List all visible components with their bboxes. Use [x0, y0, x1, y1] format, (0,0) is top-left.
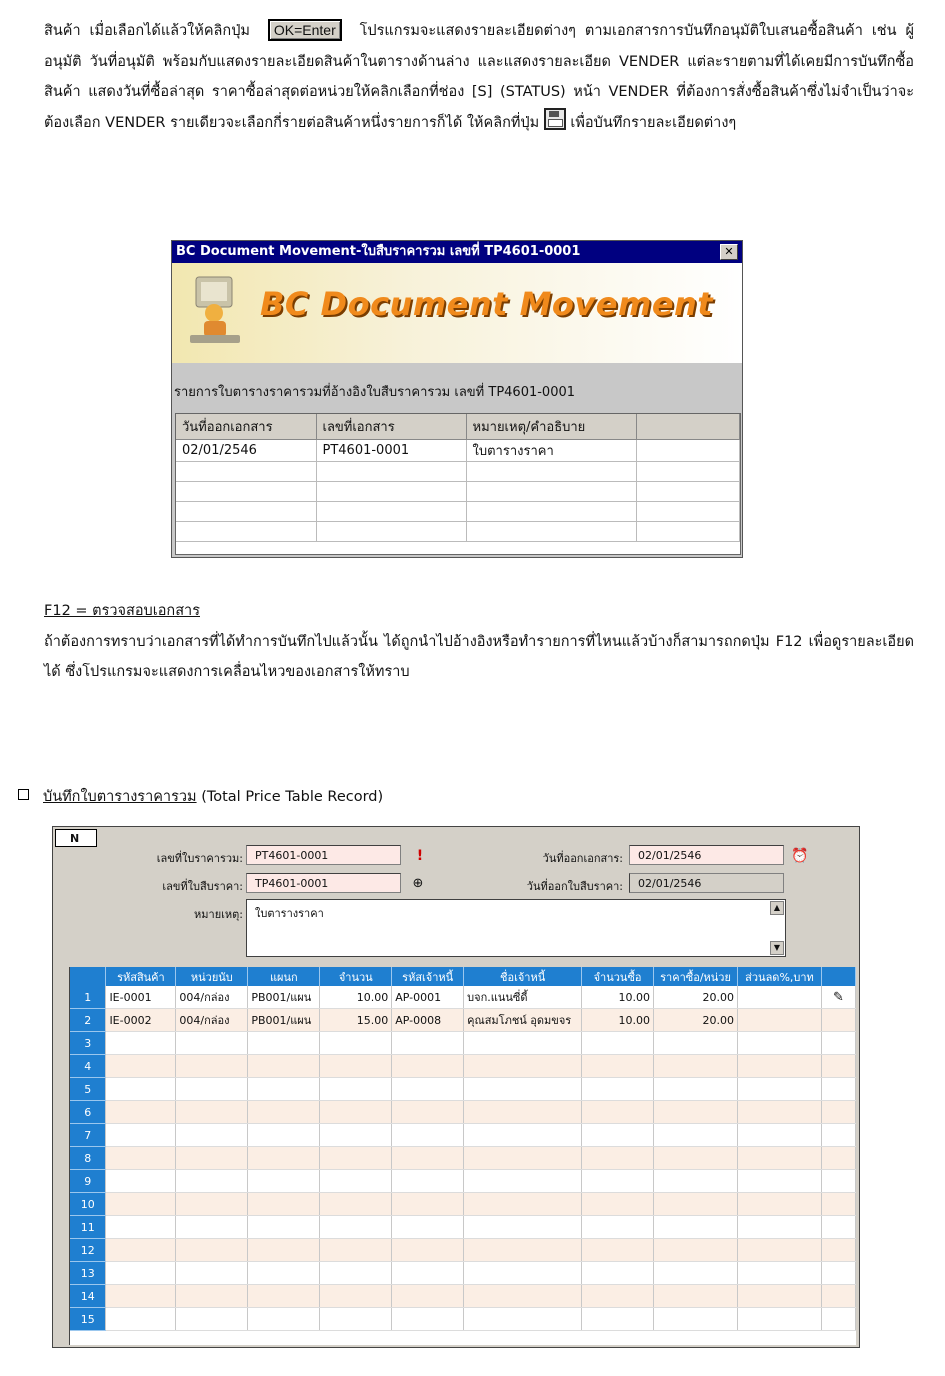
- mode-indicator: N: [55, 829, 97, 847]
- banner-text: BC Document Movement: [260, 285, 714, 323]
- dialog-title: BC Document Movement-ใบสืบราคารวม เลขที่ TP4601-0001: [176, 244, 581, 259]
- cell-doc-date: 02/01/2546: [176, 440, 316, 462]
- table-row[interactable]: [70, 1170, 856, 1193]
- lookup-search-icon[interactable]: ⊕: [412, 876, 424, 891]
- grid-cell[interactable]: [464, 1101, 582, 1124]
- grid-cell[interactable]: [248, 1078, 320, 1101]
- f12-section: [44, 596, 914, 688]
- grid-cell[interactable]: [176, 1262, 248, 1285]
- grid-cell[interactable]: [106, 1239, 176, 1262]
- remark-label: หมายเหตุ:: [194, 908, 243, 921]
- col-unit-price[interactable]: ราคาซื้อ/หน่วย: [654, 967, 738, 986]
- grid-cell[interactable]: [582, 1285, 654, 1308]
- remark-textarea[interactable]: [246, 899, 786, 957]
- row-number[interactable]: 9: [70, 1170, 106, 1193]
- grid-cell[interactable]: IE-0001: [106, 986, 176, 1009]
- grid-cell: [821, 1032, 855, 1055]
- table-row[interactable]: [70, 1055, 856, 1078]
- grid-cell[interactable]: [464, 1032, 582, 1055]
- grid-cell[interactable]: [176, 1285, 248, 1308]
- grid-cell[interactable]: [654, 1193, 738, 1216]
- row-number[interactable]: 10: [70, 1193, 106, 1216]
- grid-cell[interactable]: [654, 1308, 738, 1331]
- grid-cell[interactable]: [738, 1009, 822, 1032]
- grid-cell[interactable]: 004/กล่อง: [176, 986, 248, 1009]
- grid-cell[interactable]: [320, 1170, 392, 1193]
- dialog-banner: [172, 263, 742, 363]
- table-row: [176, 522, 740, 542]
- grid-cell[interactable]: [738, 1101, 822, 1124]
- grid-cell[interactable]: [464, 1170, 582, 1193]
- grid-cell[interactable]: [582, 1032, 654, 1055]
- col-vendor-name[interactable]: ชื่อเจ้าหนี้: [464, 967, 582, 986]
- close-icon[interactable]: ✕: [720, 244, 738, 260]
- bc-document-movement-dialog: [171, 240, 743, 558]
- grid-cell[interactable]: 20.00: [654, 986, 738, 1009]
- grid-cell[interactable]: [738, 1055, 822, 1078]
- grid-cell[interactable]: [582, 1239, 654, 1262]
- grid-cell: [821, 1078, 855, 1101]
- table-row: [176, 502, 740, 522]
- grid-cell[interactable]: [738, 1124, 822, 1147]
- grid-cell[interactable]: [738, 1308, 822, 1331]
- grid-cell: [821, 1170, 855, 1193]
- scroll-up-icon[interactable]: ▲: [770, 901, 784, 915]
- grid-cell[interactable]: [248, 1032, 320, 1055]
- grid-cell[interactable]: [176, 1193, 248, 1216]
- grid-cell[interactable]: [106, 1124, 176, 1147]
- row-number[interactable]: 6: [70, 1101, 106, 1124]
- table-row[interactable]: [70, 1078, 856, 1101]
- calendar-clock-icon[interactable]: ⏰: [791, 848, 809, 864]
- grid-cell[interactable]: [320, 1101, 392, 1124]
- grid-cell[interactable]: [654, 1239, 738, 1262]
- grid-cell[interactable]: [320, 1055, 392, 1078]
- grid-cell[interactable]: [392, 1285, 464, 1308]
- grid-cell[interactable]: AP-0008: [392, 1009, 464, 1032]
- section-heading: [18, 785, 383, 808]
- intro-paragraph: [44, 16, 914, 138]
- grid-cell[interactable]: [248, 1239, 320, 1262]
- grid-cell[interactable]: [392, 1193, 464, 1216]
- grid-cell[interactable]: [654, 1124, 738, 1147]
- remark-text: ใบตารางราคา: [255, 907, 324, 920]
- row-number[interactable]: 15: [70, 1308, 106, 1331]
- grid-cell[interactable]: [392, 1308, 464, 1331]
- grid-cell[interactable]: [106, 1285, 176, 1308]
- save-floppy-icon[interactable]: [544, 108, 566, 130]
- row-number[interactable]: 1: [70, 986, 106, 1009]
- memo-scrollbar[interactable]: [770, 901, 784, 955]
- movement-grid: [175, 413, 741, 555]
- grid-cell[interactable]: [654, 1078, 738, 1101]
- grid-cell[interactable]: [176, 1239, 248, 1262]
- grid-cell[interactable]: [654, 1101, 738, 1124]
- grid-cell[interactable]: [392, 1147, 464, 1170]
- grid-cell[interactable]: [654, 1216, 738, 1239]
- grid-cell[interactable]: [392, 1124, 464, 1147]
- dialog-titlebar: [172, 241, 742, 263]
- grid-cell[interactable]: [464, 1147, 582, 1170]
- grid-cell[interactable]: [464, 1262, 582, 1285]
- grid-cell[interactable]: 15.00: [320, 1009, 392, 1032]
- cell-doc-no: PT4601-0001: [316, 440, 466, 462]
- col-vendor-code[interactable]: รหัสเจ้าหนี้: [392, 967, 464, 986]
- grid-cell[interactable]: [392, 1170, 464, 1193]
- grid-cell[interactable]: [464, 1239, 582, 1262]
- table-row[interactable]: [70, 1262, 856, 1285]
- grid-cell[interactable]: [582, 1170, 654, 1193]
- table-row[interactable]: [176, 440, 740, 462]
- grid-cell[interactable]: [738, 1285, 822, 1308]
- grid-cell[interactable]: [392, 1216, 464, 1239]
- grid-cell[interactable]: [654, 1147, 738, 1170]
- grid-cell[interactable]: [176, 1170, 248, 1193]
- grid-cell[interactable]: [248, 1193, 320, 1216]
- intro-text-1: สินค้า เมื่อเลือกได้แล้วให้คลิกปุ่ม: [44, 23, 250, 39]
- grid-cell[interactable]: [392, 1239, 464, 1262]
- grid-cell[interactable]: [582, 1216, 654, 1239]
- row-number[interactable]: 3: [70, 1032, 106, 1055]
- grid-cell[interactable]: [320, 1032, 392, 1055]
- grid-cell: [821, 1216, 855, 1239]
- grid-cell[interactable]: 004/กล่อง: [176, 1009, 248, 1032]
- grid-cell[interactable]: [248, 1285, 320, 1308]
- grid-cell[interactable]: [248, 1124, 320, 1147]
- grid-cell[interactable]: [320, 1285, 392, 1308]
- inquiry-no-field[interactable]: TP4601-0001: [246, 873, 401, 893]
- grid-cell[interactable]: [106, 1055, 176, 1078]
- grid-cell[interactable]: [738, 1147, 822, 1170]
- grid-cell: [821, 1055, 855, 1078]
- table-row[interactable]: [70, 1101, 856, 1124]
- cell-remark: ใบตารางราคา: [466, 440, 636, 462]
- grid-cell[interactable]: [320, 1078, 392, 1101]
- grid-cell[interactable]: 10.00: [320, 986, 392, 1009]
- grid-cell[interactable]: [176, 1055, 248, 1078]
- grid-cell[interactable]: [106, 1216, 176, 1239]
- dialog-subtitle: รายการใบตารางราคารวมที่อ้างอิงใบสืบราคารวม เลขที่ TP4601-0001: [174, 385, 576, 400]
- col-action: [821, 967, 855, 986]
- grid-cell[interactable]: [582, 1262, 654, 1285]
- col-doc-date[interactable]: วันที่ออกเอกสาร: [176, 414, 316, 440]
- grid-cell[interactable]: [464, 1124, 582, 1147]
- grid-cell[interactable]: [738, 1170, 822, 1193]
- grid-cell[interactable]: [464, 1308, 582, 1331]
- grid-cell[interactable]: [738, 1193, 822, 1216]
- doc-no-label: เลขที่ใบราคารวม:: [156, 852, 243, 865]
- grid-cell[interactable]: [392, 1032, 464, 1055]
- grid-cell[interactable]: [320, 1124, 392, 1147]
- intro-text-3: เพื่อบันทึกรายละเอียดต่างๆ: [570, 114, 737, 131]
- grid-cell[interactable]: [320, 1308, 392, 1331]
- col-department[interactable]: แผนก: [248, 967, 320, 986]
- grid-cell[interactable]: [106, 1078, 176, 1101]
- grid-cell[interactable]: [106, 1308, 176, 1331]
- row-number[interactable]: 4: [70, 1055, 106, 1078]
- table-row[interactable]: [70, 986, 856, 1009]
- f12-heading: F12 = ตรวจสอบเอกสาร: [44, 603, 200, 619]
- row-number[interactable]: 12: [70, 1239, 106, 1262]
- grid-cell[interactable]: [464, 1193, 582, 1216]
- grid-cell[interactable]: [654, 1262, 738, 1285]
- row-number[interactable]: 5: [70, 1078, 106, 1101]
- section-title: บันทึกใบตารางราคารวม: [43, 789, 197, 805]
- grid-cell[interactable]: [392, 1262, 464, 1285]
- grid-cell[interactable]: [320, 1193, 392, 1216]
- row-number[interactable]: 8: [70, 1147, 106, 1170]
- grid-cell: [821, 1101, 855, 1124]
- grid-cell[interactable]: [582, 1101, 654, 1124]
- grid-cell[interactable]: AP-0001: [392, 986, 464, 1009]
- grid-cell[interactable]: [320, 1216, 392, 1239]
- grid-cell: [821, 1308, 855, 1331]
- section-title-en: (Total Price Table Record): [201, 789, 384, 805]
- inquiry-date-field: 02/01/2546: [629, 873, 784, 893]
- table-row[interactable]: [70, 1239, 856, 1262]
- grid-cell[interactable]: [320, 1239, 392, 1262]
- col-discount[interactable]: ส่วนลด%,บาท: [738, 967, 822, 986]
- grid-cell: [821, 1285, 855, 1308]
- f12-text: ถ้าต้องการทราบว่าเอกสารที่ได้ทำการบันทึกไปแล้วนั้น ได้ถูกนำไปอ้างอิงหรือทำรายการที่ไหนแล้วบ้างก็สามารถกดปุ่ม F12 เพื่อดูรายละเอียดได้ ซึ่งโปรแกรมจะแสดงการเคลื่อนไหวของเอกสารให้ทราบ: [44, 633, 914, 680]
- grid-cell[interactable]: [176, 1147, 248, 1170]
- grid-cell: [821, 1193, 855, 1216]
- grid-cell[interactable]: [106, 1262, 176, 1285]
- grid-cell[interactable]: [248, 1262, 320, 1285]
- doc-date-label: วันที่ออกเอกสาร:: [542, 852, 623, 865]
- grid-cell[interactable]: [582, 1124, 654, 1147]
- grid-cell[interactable]: [738, 1078, 822, 1101]
- col-empty: [636, 414, 740, 440]
- grid-cell[interactable]: [106, 1193, 176, 1216]
- grid-cell[interactable]: [738, 1262, 822, 1285]
- grid-cell[interactable]: 10.00: [582, 1009, 654, 1032]
- table-row: [176, 482, 740, 502]
- grid-cell[interactable]: [320, 1147, 392, 1170]
- grid-cell[interactable]: [176, 1216, 248, 1239]
- row-number[interactable]: 13: [70, 1262, 106, 1285]
- grid-cell[interactable]: [320, 1262, 392, 1285]
- grid-cell[interactable]: [654, 1055, 738, 1078]
- grid-cell: [821, 1147, 855, 1170]
- grid-cell[interactable]: 10.00: [582, 986, 654, 1009]
- table-row[interactable]: [70, 1216, 856, 1239]
- doc-date-field[interactable]: 02/01/2546: [629, 845, 784, 865]
- grid-cell[interactable]: [738, 1239, 822, 1262]
- grid-cell[interactable]: คุณสมโภชน์ อุดมขจร: [464, 1009, 582, 1032]
- grid-cell[interactable]: [582, 1055, 654, 1078]
- grid-cell[interactable]: บจก.แนนซี่ดี้: [464, 986, 582, 1009]
- row-number[interactable]: 14: [70, 1285, 106, 1308]
- grid-cell[interactable]: [738, 986, 822, 1009]
- grid-cell[interactable]: [106, 1032, 176, 1055]
- intro-text-2: โปรแกรมจะแสดงรายละเอียดต่างๆ ตามเอกสารการบันทึกอนุมัติใบเสนอซื้อสินค้า เช่น ผู้อนุมัติ วันที่อนุมัติ พร้อมกับแสดงรายละเอียดสินค้าในตารางด้านล่าง และแสดงรายละเอียด VENDER แต่ละรายตามที่ได้เคยมีการบันทึกซื้อสินค้า แสดงวันที่ซื้อล่าสุด ราคาซื้อล่าสุดต่อหน่วยให้คลิกเลือกที่ช่อง [S] (STATUS) หน้า VENDER ที่ต้องการสั่งซื้อสินค้าซึ่งไม่จำเป็นว่าจะต้องเลือก VENDER รายเดียวจะเลือกกี่รายต่อสินค้าหนึ่งรายการก็ได้ ให้คลิกที่ปุ่ม: [44, 23, 914, 131]
- grid-cell[interactable]: [464, 1055, 582, 1078]
- table-row[interactable]: [70, 1285, 856, 1308]
- table-row[interactable]: [70, 1124, 856, 1147]
- grid-cell: [821, 1262, 855, 1285]
- grid-cell[interactable]: [654, 1285, 738, 1308]
- ok-enter-button[interactable]: OK=Enter: [268, 19, 342, 41]
- table-row[interactable]: [70, 1193, 856, 1216]
- grid-cell[interactable]: [176, 1101, 248, 1124]
- col-rownum: [70, 967, 106, 986]
- computer-logo-icon: [186, 273, 246, 351]
- grid-cell: [821, 1239, 855, 1262]
- grid-cell[interactable]: [106, 1101, 176, 1124]
- col-buy-qty[interactable]: จำนวนซื้อ: [582, 967, 654, 986]
- grid-cell[interactable]: [392, 1055, 464, 1078]
- grid-cell[interactable]: [248, 1101, 320, 1124]
- grid-cell[interactable]: [464, 1078, 582, 1101]
- grid-cell: [821, 1124, 855, 1147]
- inquiry-date-label: วันที่ออกใบสืบราคา:: [526, 880, 623, 893]
- doc-no-field[interactable]: PT4601-0001: [246, 845, 401, 865]
- grid-cell[interactable]: [106, 1147, 176, 1170]
- inquiry-no-label: เลขที่ใบสืบราคา:: [162, 880, 243, 893]
- table-row[interactable]: [70, 1009, 856, 1032]
- checkbox-bullet-icon: [18, 789, 29, 800]
- grid-cell[interactable]: 20.00: [654, 1009, 738, 1032]
- grid-cell[interactable]: IE-0002: [106, 1009, 176, 1032]
- col-remark[interactable]: หมายเหตุ/คำอธิบาย: [466, 414, 636, 440]
- table-row[interactable]: [70, 1147, 856, 1170]
- scroll-down-icon[interactable]: ▼: [770, 941, 784, 955]
- table-row: [176, 462, 740, 482]
- grid-cell[interactable]: [582, 1308, 654, 1331]
- grid-cell[interactable]: [176, 1124, 248, 1147]
- price-table-record-form: [52, 826, 860, 1348]
- grid-cell[interactable]: [248, 1147, 320, 1170]
- grid-cell[interactable]: [248, 1308, 320, 1331]
- grid-cell[interactable]: [654, 1170, 738, 1193]
- table-row[interactable]: [70, 1308, 856, 1331]
- grid-cell[interactable]: PB001/แผน: [248, 986, 320, 1009]
- row-number[interactable]: 11: [70, 1216, 106, 1239]
- grid-cell[interactable]: [248, 1216, 320, 1239]
- col-doc-no[interactable]: เลขที่เอกสาร: [316, 414, 466, 440]
- row-number[interactable]: 7: [70, 1124, 106, 1147]
- items-grid: [69, 967, 856, 1345]
- grid-cell[interactable]: [248, 1055, 320, 1078]
- grid-cell[interactable]: [392, 1078, 464, 1101]
- row-number[interactable]: 2: [70, 1009, 106, 1032]
- grid-cell[interactable]: PB001/แผน: [248, 1009, 320, 1032]
- grid-cell[interactable]: [464, 1285, 582, 1308]
- grid-cell[interactable]: [738, 1216, 822, 1239]
- grid-cell: [821, 1009, 855, 1032]
- col-unit[interactable]: หน่วยนับ: [176, 967, 248, 986]
- grid-cell[interactable]: [582, 1193, 654, 1216]
- edit-pencil-icon[interactable]: ✎: [821, 986, 855, 1009]
- grid-cell[interactable]: [582, 1078, 654, 1101]
- grid-cell[interactable]: [106, 1170, 176, 1193]
- grid-cell[interactable]: [176, 1032, 248, 1055]
- grid-cell[interactable]: [176, 1078, 248, 1101]
- grid-cell[interactable]: [248, 1170, 320, 1193]
- grid-cell[interactable]: [392, 1101, 464, 1124]
- alert-exclamation-icon[interactable]: !: [416, 848, 424, 864]
- grid-cell[interactable]: [654, 1032, 738, 1055]
- table-row[interactable]: [70, 1032, 856, 1055]
- grid-cell[interactable]: [176, 1308, 248, 1331]
- grid-cell[interactable]: [582, 1147, 654, 1170]
- grid-cell[interactable]: [464, 1216, 582, 1239]
- grid-cell[interactable]: [738, 1032, 822, 1055]
- col-item-code[interactable]: รหัสสินค้า: [106, 967, 176, 986]
- col-quantity[interactable]: จำนวน: [320, 967, 392, 986]
